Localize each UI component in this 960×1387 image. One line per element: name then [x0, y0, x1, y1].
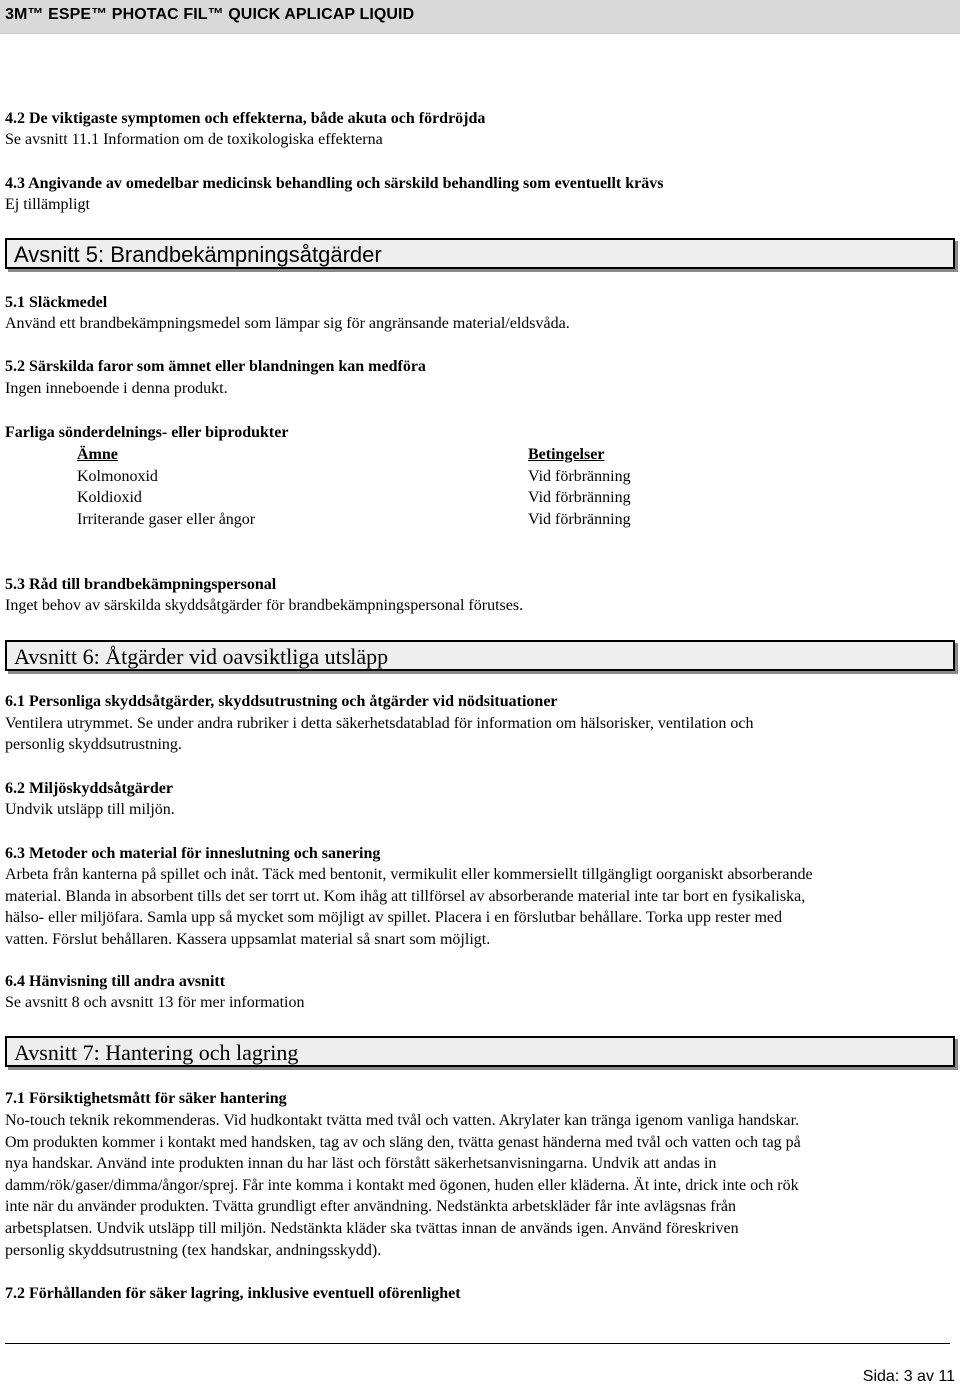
subsection-6-3-heading: 6.3 Metoder och material för inneslutning och sanering	[5, 845, 381, 862]
subsection-7-1-text: personlig skyddsutrustning (tex handskar, andningsskydd).	[5, 1242, 382, 1259]
subsection-4-2-heading: 4.2 De viktigaste symptomen och effekterna, både akuta och fördröjda	[5, 110, 486, 127]
subsection-5-2-text: Ingen inneboende i denna produkt.	[5, 380, 228, 397]
subsection-4-2-text: Se avsnitt 11.1 Information om de toxikologiska effekterna	[5, 131, 383, 148]
table-cell-condition: Vid förbränning	[528, 467, 631, 485]
subsection-7-1-text: arbetsplatsen. Undvik utsläpp till miljön. Nedstänkta kläder ska tvättas innan de används igen. Använd föreskriven	[5, 1220, 739, 1237]
section-5-banner	[5, 238, 955, 269]
section-6-title: Avsnitt 6: Åtgärder vid oavsiktliga utsläpp	[14, 644, 389, 669]
section-7-title: Avsnitt 7: Hantering och lagring	[14, 1040, 299, 1065]
subsection-4-3-text: Ej tillämpligt	[5, 196, 90, 213]
subsection-5-3-text: Inget behov av särskilda skyddsåtgärder för brandbekämpningspersonal förutses.	[5, 597, 524, 614]
page-number: Sida: 3 av 11	[862, 1368, 955, 1385]
document-header	[0, 0, 960, 34]
table-cell-substance: Koldioxid	[77, 489, 142, 506]
subsection-6-1-text: Ventilera utrymmet. Se under andra rubriker i detta säkerhetsdatablad för information om hälsorisker, ventilation och	[5, 715, 754, 732]
subsection-7-1-text: damm/rök/gaser/dimma/ångor/sprej. Får inte komma i kontakt med ögonen, huden eller kläderna. Ät inte, drick inte och rök	[5, 1177, 799, 1194]
subsection-6-4-heading: 6.4 Hänvisning till andra avsnitt	[5, 973, 226, 990]
subsection-7-1-text: No-touch teknik rekommenderas. Vid hudkontakt tvätta med tvål och vatten. Akrylater kan tränga igenom vanliga handskar.	[5, 1112, 800, 1129]
section-7-banner	[5, 1036, 955, 1067]
column-header-substance: Ämne	[77, 446, 118, 463]
table-cell-substance: Kolmonoxid	[77, 467, 158, 485]
subsection-6-4-text: Se avsnitt 8 och avsnitt 13 för mer information	[5, 994, 305, 1011]
subsection-6-2-text: Undvik utsläpp till miljön.	[5, 801, 175, 818]
subsection-6-3-text: material. Blanda in absorbent tills det ser torrt ut. Kom ihåg att tillförsel av absorberande material inte tar bort en fysikaliska,	[5, 888, 806, 905]
subsection-7-1-heading: 7.1 Försiktighetsmått för säker hantering	[5, 1090, 287, 1107]
column-header-conditions: Betingelser	[528, 446, 605, 463]
subsection-6-3-text: Arbeta från kanterna på spillet och inåt. Täck med bentonit, vermikulit eller kommersiellt tillgängligt oorganiskt absorberande	[5, 866, 813, 883]
subsection-5-1-heading: 5.1 Släckmedel	[5, 294, 108, 311]
table-cell-substance: Irriterande gaser eller ångor	[77, 510, 256, 528]
section-6-banner	[5, 640, 955, 671]
subsection-7-2-heading: 7.2 Förhållanden för säker lagring, inklusive eventuell oförenlighet	[5, 1285, 461, 1302]
decomposition-substance-column	[77, 444, 255, 530]
subsection-6-3-text: vatten. Förslut behållaren. Kassera uppsamlat material så snart som möjligt.	[5, 931, 491, 948]
subsection-6-1-text: personlig skyddsutrustning.	[5, 736, 182, 753]
decomposition-conditions-column	[528, 444, 631, 530]
subsection-4-3-heading: 4.3 Angivande av omedelbar medicinsk behandling och särskild behandling som eventuellt krävs	[5, 175, 664, 192]
subsection-5-3-heading: 5.3 Råd till brandbekämpningspersonal	[5, 576, 277, 593]
subsection-7-1-text: Om produkten kommer i kontakt med handsken, tag av och släng den, tvätta genast händerna med tvål och vatten och tag på	[5, 1134, 801, 1151]
subsection-5-2-heading: 5.2 Särskilda faror som ämnet eller blandningen kan medföra	[5, 358, 426, 375]
table-cell-condition: Vid förbränning	[528, 510, 631, 528]
table-cell-condition: Vid förbränning	[528, 489, 631, 506]
subsection-7-1-text: nya handskar. Använd inte produkten innan du har läst och förstått säkerhetsanvisningarna. Undvik att andas in	[5, 1155, 717, 1172]
subsection-6-1-heading: 6.1 Personliga skyddsåtgärder, skyddsutrustning och åtgärder vid nödsituationer	[5, 693, 558, 710]
decomposition-heading: Farliga sönderdelnings- eller biprodukter	[5, 424, 289, 441]
footer-divider	[5, 1343, 950, 1344]
section-5-title: Avsnitt 5: Brandbekämpningsåtgärder	[14, 242, 382, 267]
subsection-6-2-heading: 6.2 Miljöskyddsåtgärder	[5, 780, 173, 797]
subsection-7-1-text: inte när du använder produkten. Tvätta grundligt efter användning. Nedstänkta arbetskläder får inte avlägsnas från	[5, 1198, 736, 1215]
subsection-5-1-text: Använd ett brandbekämpningsmedel som lämpar sig för angränsande material/eldsvåda.	[5, 315, 570, 332]
subsection-6-3-text: hälso- eller miljöfara. Samla upp så mycket som möjligt av spillet. Placera i en förslutbar behållare. Torka upp rester med	[5, 909, 783, 926]
product-title: 3M™ ESPE™ PHOTAC FIL™ QUICK APLICAP LIQUID	[5, 6, 415, 23]
